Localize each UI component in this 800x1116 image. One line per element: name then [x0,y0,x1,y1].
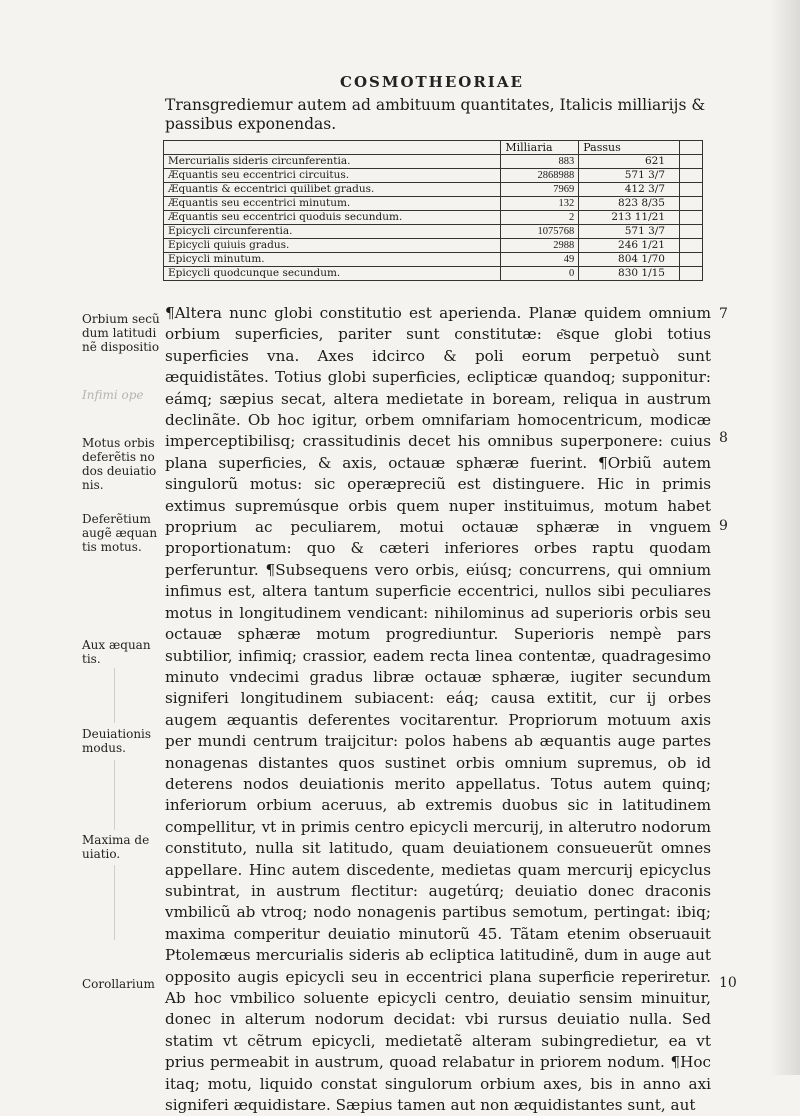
table-header-row [164,141,703,155]
table-row [164,183,703,197]
row-passus: 621 [579,155,680,169]
row-label: Epicycli quodcunque secundum. [164,267,501,281]
row-milliaria: 883 [501,155,579,169]
row-milliaria: 7969 [501,183,579,197]
page-edge-shadow [770,0,800,1075]
paragraph-corollarium: ¶Hoc itaq; motu, liquido constat singulorum orbium axes, bis in anno axi signiferi æquidistare. Sæpius tamen aut non æquidistantes sunt, aut [165,1053,711,1115]
row-milliaria: 2 [501,211,579,225]
margin-note-deuiationis: Deuiationis modus. [82,727,152,755]
table-row [164,169,703,183]
margin-note-deferentium: Deferẽtium augẽ æquan tis motus. [82,512,158,554]
row-label: Mercurialis sideris circunferentia. [164,155,501,169]
margin-note-motus: Motus orbis deferẽtis no dos deuiatio nis. [82,436,157,492]
row-label: Epicycli quiuis gradus. [164,239,501,253]
row-label: Epicycli minutum. [164,253,501,267]
row-label: Æquantis seu eccentrici circuitus. [164,169,501,183]
section-number-7: 7 [719,306,728,322]
section-number-9: 9 [719,518,728,534]
show-through-rule [114,668,115,723]
row-label: Epicycli circunferentia. [164,225,501,239]
table-header-blank [680,141,703,155]
quantities-table [163,140,703,281]
show-through-rule [114,760,115,830]
margin-note-maxima: Maxima de uiatio. [82,833,150,861]
row-milliaria: 2988 [501,239,579,253]
margin-note-infimi: Infimi ope [82,388,144,402]
margin-note-orbium: Orbium secũ dum latitudi nẽ dispositio [82,312,160,354]
row-passus: 804 1/70 [579,253,680,267]
paragraph-orbium-motus: ¶Orbiũ autem singulorũ motus: sic operæpreciũ est distinguere. Hic in primis extimus supremúsque orbis quem nuper instituimus, motum habet proprium ac peculiarem, motui octauæ sphæræ in vnguem proportionatum: quo & cæteri inferiores orbes raptu quodam perferuntur. [165,453,711,579]
row-milliaria: 1075768 [501,225,579,239]
table-header-passus: Passus [579,141,680,155]
paragraph-globi: ¶Altera nunc globi constitutio est aperienda. Planæ quidem omnium orbium superficies, pariter sunt constitutæ: e͂sque globi totius superficies vna. Axes idcirco & poli eorum perpetuò sunt æquidistãtes. Totius globi superficies, eclipticæ quandoq; supponitur: eámq; sæpius secat, altera medietate in boream, reliqua in austrum declinãte. Ob hoc igitur, orbem omnifariam homocentricum, modicæ imperceptibilisq; crassitudinis decet his omnibus superponere: cuius plana superficies, & axis, octauæ sphæræ fuerint. [165,304,711,472]
row-milliaria: 0 [501,267,579,281]
table-row [164,253,703,267]
paragraph-subsequens: ¶Subsequens vero orbis, eiúsq; concurrens, qui omnium infimus est, altera tantum superficie eccentrici, nullos sibi peculiares motus in longitudinem vendicant: nihilominus ad superioris orbis seu octauæ sphæræ motum progrediuntur. Superioris nempè pars subtilior, infimiq; crassior, eadem recta linea contentæ, quadragesimo minuto vndecimi gradus libræ octauæ sphæræ, iugiter secundum signiferi longitudinem subiacent: eáq; causa extitit, cur ij orbes augem æquantis deferentes vocitarentur. Propriorum motuum axis per mundi centrum traijcitur: polos habens ab æquantis auge partes nonagenas distantes quos sustinet orbis omnium supremus, ob id deterens nodos deuiationis merito appellatus. Totus autem quinq; inferiorum orbium aceruus, ab extremis duobus sic in latitudinem compellitur, vt in primis centro epicycli mercurij, in alterutro nodorum constituto, nulla sit latitudo, quam deuiationem consueuerũt omnes appellare. Hinc autem discedente, medietas quam mercurij epicyclus subintrat, in austrum flectitur: augetúrq; deuiatio donec draconis vmbilicũ ab vtroq; nodo nonagenis partibus semotum, pertingat: ibiq; maxima comperitur deuiatio minutorũ 45. Tãtam etenim obseruauit Ptolemæus mercurialis sideris ab ecliptica latitudinẽ, dum in auge aut opposito augis epicycli seu in eccentrici plana superficie reperiretur. Ab hoc vmbilico soluente epicycli centro, deuiatio sensim minuitur, donec in alterum nodorum decidat: vbi rursus deuiatio nulla. Sed statim vt cẽtrum epicycli, medietatẽ alteram subingredietur, ea vt prius permeabit in austrum, quoad relabatur in priorem nodum. [165,560,712,1072]
body-text [165,303,711,1116]
margin-note-corollarium: Corollarium [82,977,155,991]
table-row [164,225,703,239]
row-passus: 571 3/7 [579,225,680,239]
intro-text: Transgrediemur autem ad ambituum quantitates, Italicis milliarijs & passibus exponendas. [165,96,706,133]
table-row [164,267,703,281]
table-header-milliaria: Milliaria [501,141,579,155]
section-number-8: 8 [719,430,728,446]
table-header-label [164,141,501,155]
margin-note-aux: Aux æquan tis. [82,638,151,666]
table-row [164,239,703,253]
row-milliaria: 2868988 [501,169,579,183]
row-passus: 823 8/35 [579,197,680,211]
row-milliaria: 49 [501,253,579,267]
table-row [164,197,703,211]
row-passus: 571 3/7 [579,169,680,183]
row-label: Æquantis & eccentrici quilibet gradus. [164,183,501,197]
row-passus: 246 1/21 [579,239,680,253]
section-number-10: 10 [719,975,737,991]
row-passus: 412 3/7 [579,183,680,197]
row-passus: 213 11/21 [579,211,680,225]
table-row [164,155,703,169]
table-row [164,211,703,225]
show-through-rule [114,865,115,940]
running-title: COSMOTHEORIAE [340,73,524,91]
row-passus: 830 1/15 [579,267,680,281]
row-milliaria: 132 [501,197,579,211]
row-label: Æquantis seu eccentrici minutum. [164,197,501,211]
row-label: Æquantis seu eccentrici quoduis secundum. [164,211,501,225]
